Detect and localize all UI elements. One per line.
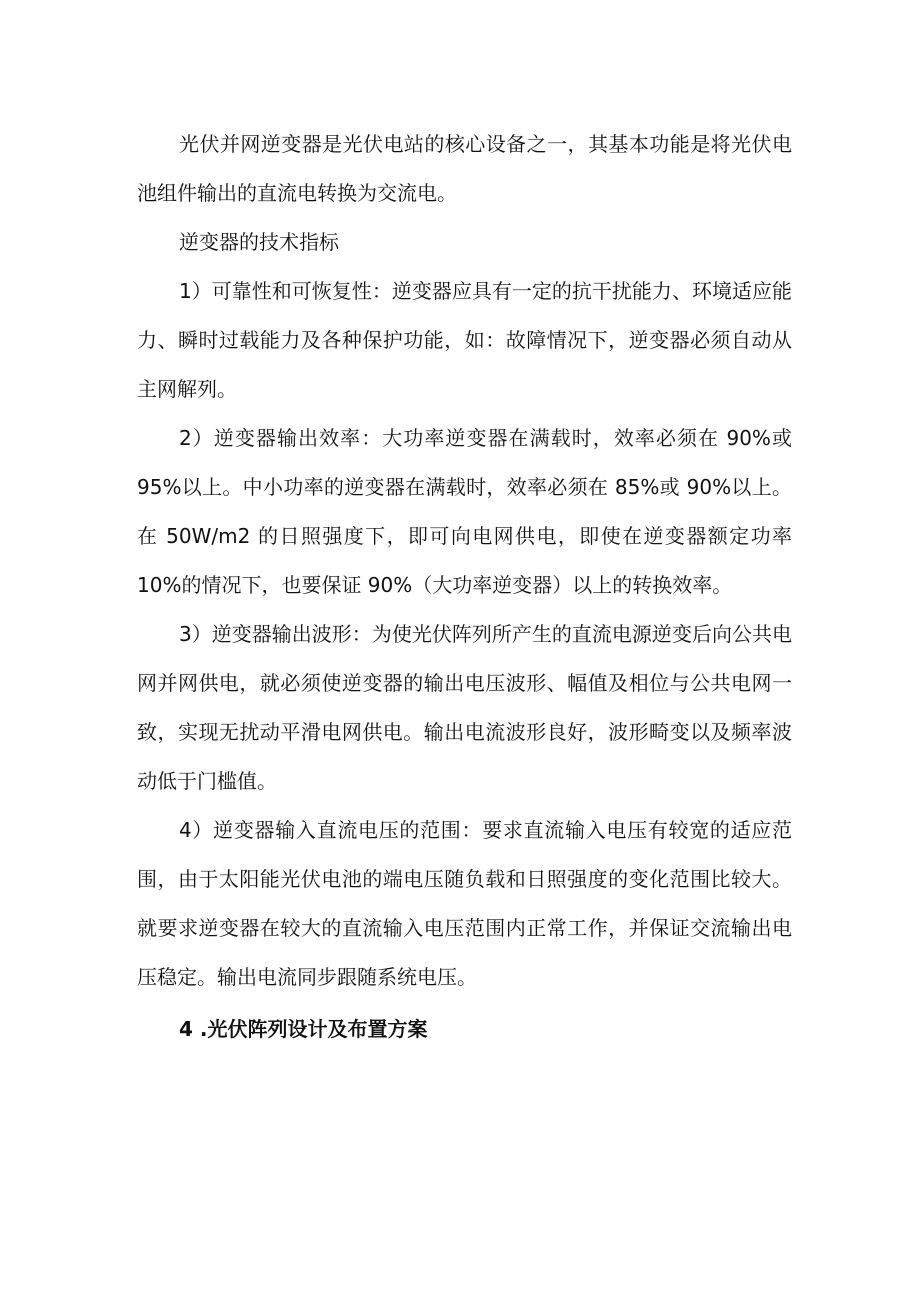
section-heading: 4 .光伏阵列设计及布置方案 [179,1017,428,1041]
paragraph-output-waveform: 3）逆变器输出波形：为使光伏阵列所产生的直流电源逆变后向公共电网并网供电，就必须使逆变器的输出电压波形、幅值及相位与公共电网一致，实现无扰动平滑电网供电。输出电流波形良好，波形畸变以及频率波动低于门槛值。 [137,622,792,793]
paragraph-intro: 光伏并网逆变器是光伏电站的核心设备之一，其基本功能是将光伏电池组件输出的直流电转换为交流电。 [137,132,792,205]
paragraph-tech-indicators-title: 逆变器的技术指标 [179,230,339,254]
paragraph-efficiency: 2）逆变器输出效率：大功率逆变器在满载时，效率必须在 90%或 95%以上。中小功率的逆变器在满载时，效率必须在 85%或 90%以上。在 50W/m2 的日照强度下，即可向电网供电，即使在逆变器额定功率 10%的情况下，也要保证 90%（大功率逆变器）以上的转换效率。 [137,426,792,597]
paragraph-dc-input-range: 4）逆变器输入直流电压的范围：要求直流输入电压有较宽的适应范围，由于太阳能光伏电池的端电压随负载和日照强度的变化范围比较大。就要求逆变器在较大的直流输入电压范围内正常工作，并保证交流输出电压稳定。输出电流同步跟随系统电压。 [137,818,792,989]
paragraph-reliability: 1）可靠性和可恢复性：逆变器应具有一定的抗干扰能力、环境适应能力、瞬时过载能力及各种保护功能，如：故障情况下，逆变器必须自动从主网解列。 [137,279,792,401]
